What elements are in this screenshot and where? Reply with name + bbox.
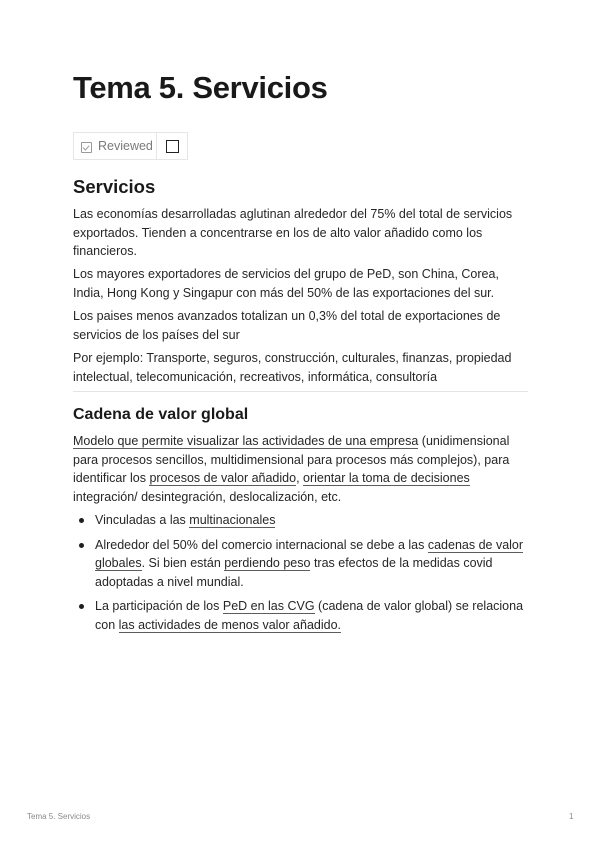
bullet-icon [79, 604, 84, 609]
paragraph-3: Los paises menos avanzados totalizan un 0,3% del total de exportaciones de servicios de los países del sur [73, 309, 501, 342]
page-title: Tema 5. Servicios [73, 70, 328, 105]
paragraph-1: Las economías desarrolladas aglutinan alrededor del 75% del total de servicios exportados. Tienden a concentrarse en los de alto valor añadido como los financieros. [73, 207, 513, 258]
underlined-text: orientar la toma de decisiones [303, 471, 470, 485]
underlined-text: procesos de valor añadido [149, 471, 297, 485]
underlined-text: cadenas de valor globales [95, 537, 524, 570]
text-span: Vinculadas a las [95, 513, 190, 527]
checkbox-property-icon [81, 142, 92, 153]
section-heading-servicios: Servicios [73, 176, 156, 197]
section-heading-cadena-valor: Cadena de valor global [73, 406, 249, 423]
text-span: La participación de los [95, 599, 223, 613]
property-value[interactable] [157, 133, 187, 159]
list-item [73, 536, 528, 592]
footer-page-number: 1 [569, 812, 574, 821]
divider [73, 391, 528, 392]
underlined-text: multinacionales [189, 513, 276, 527]
text-span: tras efectos de la medidas covid adoptadas a nivel mundial. [95, 556, 493, 589]
paragraph-2: Los mayores exportadores de servicios del grupo de PeD, son China, Corea, India, Hong Kong y Singapur con más del 50% de las exportaciones del sur. [73, 267, 499, 300]
text-span: Alrededor del 50% del comercio internacional se debe a las [95, 537, 428, 552]
underlined-text: perdiendo peso [224, 556, 311, 570]
underlined-text: las actividades de menos valor añadido. [118, 617, 341, 632]
bullet-list [73, 511, 528, 640]
footer-title: Tema 5. Servicios [27, 812, 91, 821]
reviewed-checkbox[interactable] [166, 140, 179, 153]
cadena-intro-paragraph [73, 432, 528, 506]
text-span: (unidimensional para procesos sencillos, multidimensional para procesos más complejos), para identificar los [73, 434, 510, 485]
text-span: (cadena de valor global) se relaciona con [95, 599, 524, 632]
bullet-icon [79, 518, 84, 523]
property-row [73, 132, 188, 160]
property-label: Reviewed [98, 139, 153, 153]
text-span: , [296, 471, 304, 485]
list-item [73, 597, 528, 634]
underlined-text: Modelo que permite visualizar las actividades de una empresa [73, 434, 419, 448]
list-item [73, 511, 528, 530]
bullet-icon [79, 543, 84, 548]
text-span: . Si bien están [141, 556, 225, 570]
paragraph-4: Por ejemplo: Transporte, seguros, construcción, culturales, finanzas, propiedad intelectual, telecomunicación, recreativos, informática, consultoría [73, 351, 512, 384]
underlined-text: PeD en las CVG [222, 599, 315, 613]
property-name [74, 133, 157, 159]
text-span: integración/ desintegración, deslocalización, etc. [73, 489, 342, 504]
